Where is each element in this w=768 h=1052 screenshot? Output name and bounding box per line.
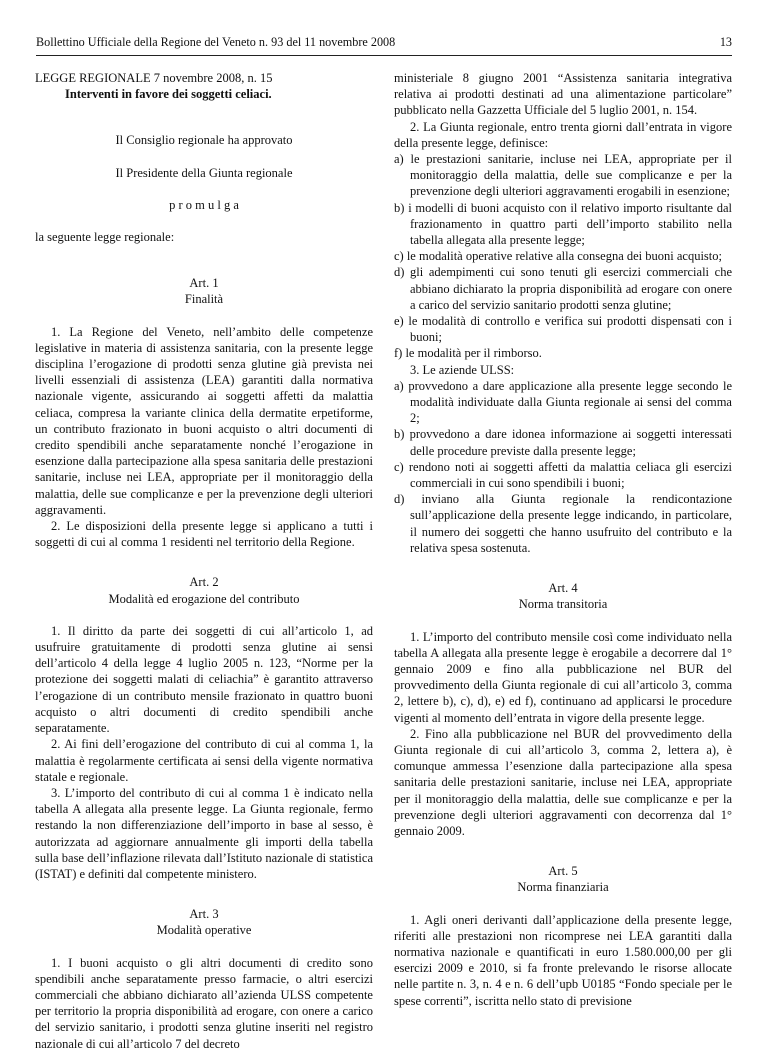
art1-number: Art. 1 <box>189 276 219 291</box>
art3-paragraph-3: 3. Le aziende ULSS: <box>410 362 515 377</box>
header-rule <box>36 55 732 56</box>
consiglio-line: Il Consiglio regionale ha approvato <box>115 133 293 148</box>
art1-paragraph-1: 1. La Regione del Veneto, nell’ambito delle competenze legislative in materia di assistenza sanitaria, con la presente legge disciplina l’erogazione di prodotti senza glutine già prevista nei livelli essenziali di assistenza (LEA) garantiti dalla normativa nazionale vigente, assicurando ai soggetti affetti da malattia celiaca, compresa la variante clinica della dermatite erpetiforme, un contributo frazionato in buoni acquisto o altri documenti di credito spendibili anche separatamente nonché l’erogazione in esenzione dalla partecipazione alla spesa sanitaria delle prestazioni sanitarie, incluse nei LEA, appropriate per il monitoraggio della malattia, delle sue complicanze e per la prevenzione degli ulteriori aggravamenti. <box>35 324 373 517</box>
list-item: b) i modelli di buoni acquisto con il relativo importo risultante dal frazionamento in quattro parti dell’importo stabilito nella tabella allegata alla presente legge; <box>394 200 732 248</box>
list-item: a) le prestazioni sanitarie, incluse nei LEA, appropriate per il monitoraggio della malattia, delle sue complicanze e per la prevenzione degli ulteriori aggravamenti erogabili in esenzione; <box>394 152 732 199</box>
list-item: a) provvedono a dare applicazione alla presente legge secondo le modalità individuate dalla Giunta regionale ai sensi del comma 2; <box>394 378 732 426</box>
art2-paragraph-2: 2. Ai fini dell’erogazione del contributo di cui al comma 1, la malattia è regolarmente certificata ai sensi della vigente normativa statale e regionale. <box>35 737 373 784</box>
art4-paragraph-1: 1. L’importo del contributo mensile così come individuato nella tabella A allegata alla presente legge è erogabile a decorrere dal 1° gennaio 2009 e fino alla pubblicazione nel BUR del provvedimento della Giunta regionale di cui all’articolo 3, comma 2, lettere b), c), d), e) ed f), continuano ad applicarsi le procedure vigenti al momento dell’entrata in vigore della presente legge. <box>394 629 732 725</box>
art3-comma2-list <box>394 151 732 362</box>
right-column <box>394 70 732 1009</box>
left-column <box>35 70 373 1052</box>
art2-paragraph-3: 3. L’importo del contributo di cui al comma 1 è indicato nella tabella A allegata alla presente legge. La Giunta regionale, fermo restando la non differenziazione dell’importo in base al sesso, è autorizzata ad aggiornare annualmente gli importi della tabella sulla base dell’inflazione rilevata dall’Istituto nazionale di statistica (ISTAT) e definiti dal competente ministero. <box>35 785 373 881</box>
art1-paragraph-2: 2. Le disposizioni della presente legge si applicano a tutti i soggetti di cui al comma 1 residenti nel territorio della Regione. <box>35 519 373 550</box>
list-item: e) le modalità di controllo e verifica sui prodotti dispensati con i buoni; <box>394 314 732 345</box>
art5-title: Norma finanziaria <box>517 880 609 895</box>
list-item: d) inviano alla Giunta regionale la rendicontazione sull’applicazione della presente legge indicando, in particolare, il numero dei soggetti che hanno usufruito del contributo e la relativa spesa sostenuta. <box>394 492 732 555</box>
art5-number: Art. 5 <box>548 864 578 879</box>
presidente-line: Il Presidente della Giunta regionale <box>115 165 293 180</box>
list-item: c) rendono noti ai soggetti affetti da malattia celiaca gli esercizi commerciali in cui sono spendibili i buoni; <box>394 459 732 491</box>
art3-comma3-list <box>394 378 732 556</box>
art1-title: Finalità <box>184 292 224 307</box>
promulga-line: p r o m u l g a <box>169 197 239 212</box>
art2-title: Modalità ed erogazione del contributo <box>108 591 300 606</box>
art4-title: Norma transitoria <box>518 597 608 612</box>
law-title: LEGGE REGIONALE 7 novembre 2008, n. 15 <box>35 71 273 85</box>
page-number: 13 <box>719 35 732 49</box>
list-item: f) le modalità per il rimborso. <box>394 346 542 361</box>
list-item: d) gli adempimenti cui sono tenuti gli esercizi commerciali che abbiano dichiarato la propria disponibilità ad erogare con onere a carico del servizio sanitario prodotti senza glutine; <box>394 265 732 312</box>
art2-number: Art. 2 <box>189 575 219 590</box>
art3-number: Art. 3 <box>189 907 219 922</box>
list-item: c) le modalità operative relative alla consegna dei buoni acquisto; <box>394 249 722 264</box>
art5-paragraph-1: 1. Agli oneri derivanti dall’applicazione della presente legge, riferiti alle prestazioni non ricomprese nei LEA garantiti dalla normativa nazionale e quantificati in euro 1.580.000,00 per gli esercizi 2009 e 2010, si fa fronte prelevando le risorse allocate nelle partite n. 3, n. 4 e n. 6 dell’upb U0185 “Fondo speciale per le spese correnti”, iscritta nello stato di previsione <box>394 912 732 1008</box>
page-header <box>36 34 732 50</box>
law-subtitle: Interventi in favore dei soggetti celiaci. <box>65 87 272 102</box>
art3-paragraph-1: 1. I buoni acquisto o gli altri documenti di credito sono spendibili anche separatamente presso farmacie, o altri esercizi commerciali che abbiano dichiarato all’azienda ULSS competente per territorio la propria disponibilità ad erogare, con onere a carico del servizio sanitario, i prodotti senza glutine inseriti nel registro nazionale di cui all’articolo 7 del decreto <box>35 955 373 1051</box>
art3-paragraph-2: 2. La Giunta regionale, entro trenta giorni dall’entrata in vigore della presente legge, definisce: <box>394 119 732 150</box>
art3-title: Modalità operative <box>156 923 252 938</box>
art4-number: Art. 4 <box>548 581 578 596</box>
list-item: b) provvedono a dare idonea informazione ai soggetti interessati delle procedure previste dalla presente legge; <box>394 427 732 458</box>
seguente-line: la seguente legge regionale: <box>35 230 175 245</box>
art2-paragraph-1: 1. Il diritto da parte dei soggetti di cui all’articolo 1, ad usufruire gratuitamente di prodotti senza glutine ai sensi dell’articolo 4 della legge 4 luglio 2005 n. 123, “Norme per la protezione dei soggetti malati di celiachia” è garantito attraverso l’erogazione di un contributo mensile frazionato in quattro buoni acquisto o altri documenti di credito spendibili anche separatamente. <box>35 623 373 736</box>
art4-paragraph-2: 2. Fino alla pubblicazione nel BUR del provvedimento della Giunta regionale di cui all’articolo 3, comma 2, lettera a), è comunque ammessa l’esenzione dalla partecipazione alla spesa sanitaria delle prestazioni sanitarie, incluse nei LEA, appropriate per il monitoraggio della malattia, delle sue complicanze e per la prevenzione degli ulteriori aggravamenti con decorrenza dal 1° gennaio 2009. <box>394 726 732 838</box>
bulletin-title: Bollettino Ufficiale della Regione del Veneto n. 93 del 11 novembre 2008 <box>36 35 396 49</box>
art3-continuation: ministeriale 8 giugno 2001 “Assistenza sanitaria integrativa relativa ai prodotti destinati ad una alimentazione particolare” pubblicato nella Gazzetta Ufficiale del 5 luglio 2001, n. 154. <box>394 71 732 118</box>
